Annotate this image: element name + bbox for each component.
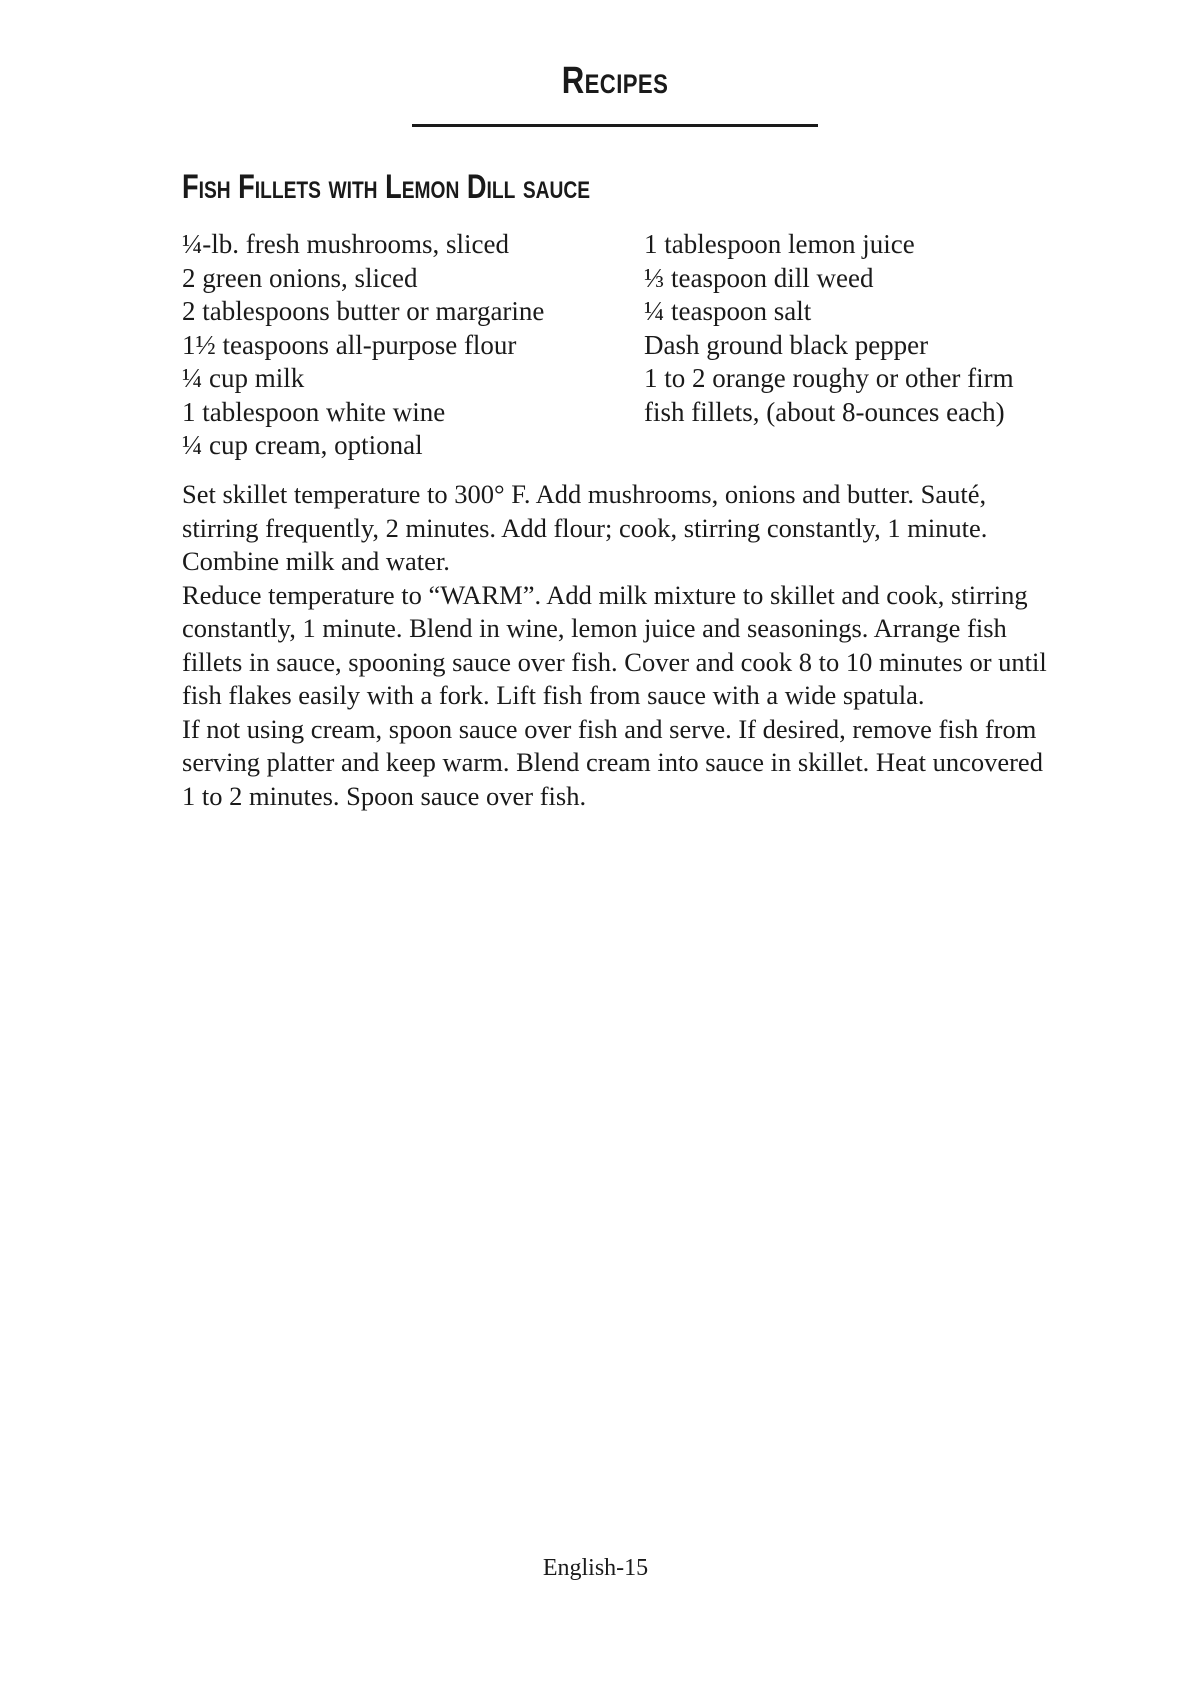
ingredients-list bbox=[182, 228, 1062, 463]
ingredient-item: 2 tablespoons butter or margarine bbox=[182, 296, 545, 326]
page-header bbox=[412, 62, 818, 100]
ingredients-left-column bbox=[182, 228, 644, 463]
ingredient-item: 1 tablespoon lemon juice bbox=[644, 229, 915, 259]
ingredient-item: ¼ cup milk bbox=[182, 363, 305, 393]
ingredient-item: 2 green onions, sliced bbox=[182, 262, 418, 293]
recipe-title: Fish Fillets with Lemon Dill sauce bbox=[182, 168, 591, 206]
ingredient-item: 1½ teaspoons all-purpose flour bbox=[182, 329, 517, 360]
direction-paragraph: Set skillet temperature to 300° F. Add mushrooms, onions and butter. Sauté, stirring frequently, 2 minutes. Add flour; cook, stirring constantly, 1 minute. Combine milk and water. bbox=[182, 479, 988, 576]
ingredient-item: Dash ground black pepper bbox=[644, 329, 929, 360]
ingredient-item: ¼ teaspoon salt bbox=[644, 296, 812, 326]
page-number: English-15 bbox=[542, 1555, 649, 1581]
ingredient-item: ¼ cup cream, optional bbox=[182, 430, 423, 460]
title-underline bbox=[412, 124, 818, 127]
direction-paragraph: If not using cream, spoon sauce over fish and serve. If desired, remove fish from serving platter and keep warm. Blend cream into sauce in skillet. Heat uncovered 1 to 2 minutes. Spoon sauce over fish. bbox=[182, 713, 1043, 811]
ingredient-item: 1 tablespoon white wine bbox=[182, 396, 446, 427]
ingredients-right-column bbox=[644, 228, 1062, 463]
page-title: Recipes bbox=[561, 60, 669, 102]
ingredient-item: ⅓ teaspoon dill weed bbox=[644, 262, 874, 293]
ingredient-item: fish fillets, (about 8-ounces each) bbox=[644, 396, 1005, 427]
ingredient-item: ¼-lb. fresh mushrooms, sliced bbox=[182, 229, 509, 259]
recipe-directions bbox=[182, 478, 1062, 813]
ingredient-item: 1 to 2 orange roughy or other firm bbox=[644, 363, 1014, 393]
direction-paragraph: Reduce temperature to “WARM”. Add milk mixture to skillet and cook, stirring constantly, 1 minute. Blend in wine, lemon juice and seasonings. Arrange fish fillets in sauce, spooning sauce over fish. Cover and cook 8 to 10 minutes or until fish flakes easily with a fork. Lift fish from sauce with a wide spatula. bbox=[182, 579, 1047, 710]
